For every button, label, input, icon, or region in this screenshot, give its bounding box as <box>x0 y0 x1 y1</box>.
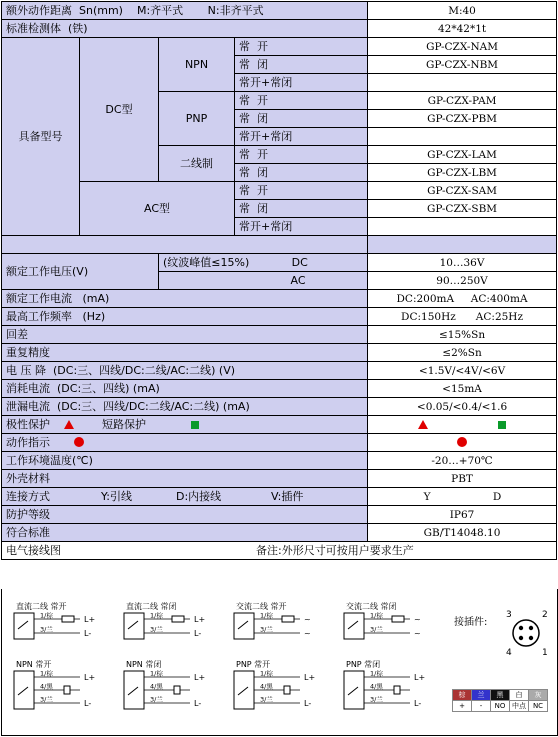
pnp-nonc: 常开+常闭 <box>235 128 368 146</box>
indicator-value <box>368 434 557 452</box>
spacer-row <box>2 236 368 254</box>
pin-number: 1 <box>542 648 548 658</box>
temp-label: 工作环境温度(℃) <box>2 452 368 470</box>
pin-number: 3 <box>506 610 512 620</box>
material-value: PBT <box>368 470 557 488</box>
protect-label: 极性保护 短路保护 <box>2 416 368 434</box>
legend-pin: + <box>453 701 472 712</box>
npn-nonc: 常开+常闭 <box>235 74 368 92</box>
wire-label: 4/黑 <box>150 682 163 691</box>
wire-label: 1/棕 <box>150 669 163 678</box>
wiring-diagram-4 <box>10 659 114 715</box>
wiring-schematic <box>230 669 334 713</box>
wiring-diagrams <box>1 589 558 736</box>
hysteresis-value: ≤15%Sn <box>368 326 557 344</box>
indicator-label: 动作指示 <box>2 434 368 452</box>
terminal-label: L- <box>414 699 422 708</box>
wire-label: 3/兰 <box>40 695 53 704</box>
leak-label: 泄漏电流 (DC:三、四线/DC:二线/AC:二线) (mA) <box>2 398 368 416</box>
legend-pin: NO <box>491 701 510 712</box>
wiring-schematic <box>340 669 444 713</box>
wiring-diagram-title: NPN 常闭 <box>126 660 162 669</box>
terminal-label: L+ <box>304 673 316 682</box>
wiring-diagram-7 <box>340 659 444 715</box>
ac-nonc: 常开+常闭 <box>235 218 368 236</box>
wiring-diagram-3 <box>340 601 444 657</box>
wire-label: 1/棕 <box>370 611 383 620</box>
target-label: 标准检测体 (铁) <box>2 20 368 38</box>
distance-value: M:40 <box>368 2 557 20</box>
conn-value: Y D <box>368 488 557 506</box>
drop-label: 电 压 降 (DC:三、四线/DC:二线/AC:二线) (V) <box>2 362 368 380</box>
wiring-diagram-title: 直流二线 常开 <box>16 602 67 611</box>
wire-label: 1/棕 <box>40 611 53 620</box>
pin-number: 2 <box>542 610 548 620</box>
std-label: 符合标准 <box>2 524 368 542</box>
material-label: 外壳材料 <box>2 470 368 488</box>
wiring-schematic <box>10 669 114 713</box>
ac-no: 常 开 <box>235 182 368 200</box>
legend-color: 灰 <box>529 690 548 701</box>
pnp-nc: 常 闭 <box>235 110 368 128</box>
consumption-label: 消耗电流 (DC:三、四线) (mA) <box>2 380 368 398</box>
terminal-label: L- <box>194 629 202 638</box>
terminal-label: ~ <box>414 629 421 638</box>
code-ac-no: GP-CZX-SAM <box>368 182 557 200</box>
terminal-label: L+ <box>84 673 96 682</box>
wiring-header: 电气接线图 备注:外形尺寸可按用户要求生产 <box>2 542 557 560</box>
repeat-label: 重复精度 <box>2 344 368 362</box>
wire-label: 4/黑 <box>260 682 273 691</box>
wire-label: 3/兰 <box>150 695 163 704</box>
wire-label: 1/棕 <box>40 669 53 678</box>
legend-pin: 中点 <box>510 701 529 712</box>
wiring-schematic <box>120 611 224 655</box>
plug-pin-diagram <box>502 609 552 659</box>
code-pnp-nc: GP-CZX-PBM <box>368 110 557 128</box>
models-label: 具备型号 <box>2 38 80 236</box>
terminal-label: L+ <box>414 673 426 682</box>
wiring-diagram-title: 交流二线 常开 <box>236 602 287 611</box>
wiring-diagram-2 <box>230 601 334 657</box>
freq-value: DC:150Hz AC:25Hz <box>368 308 557 326</box>
ac-type: AC型 <box>80 182 235 236</box>
voltage-dc: (纹波峰值≤15%) DC <box>159 254 368 272</box>
terminal-label: L+ <box>84 615 96 624</box>
wire-label: 1/棕 <box>260 611 273 620</box>
wiring-diagram-title: 直流二线 常闭 <box>126 602 177 611</box>
repeat-value: ≤2%Sn <box>368 344 557 362</box>
wire-label: 4/黑 <box>40 682 53 691</box>
spacer-value <box>368 236 557 254</box>
dc-type: DC型 <box>80 38 159 182</box>
wire-label: 3/兰 <box>370 625 383 634</box>
spec-table <box>1 1 557 560</box>
terminal-label: ~ <box>414 615 421 624</box>
current-value: DC:200mA AC:400mA <box>368 290 557 308</box>
drop-value: <1.5V/<4V/<6V <box>368 362 557 380</box>
short-circuit-square-icon <box>191 421 199 429</box>
code-npn-no: GP-CZX-NAM <box>368 38 557 56</box>
terminal-label: L- <box>304 699 312 708</box>
wiring-diagram-1 <box>120 601 224 657</box>
wire-label: 3/兰 <box>150 625 163 634</box>
legend-color: 棕 <box>453 690 472 701</box>
std-value: GB/T14048.10 <box>368 524 557 542</box>
terminal-label: L- <box>84 699 92 708</box>
wire-label: 1/棕 <box>260 669 273 678</box>
wiring-schematic <box>340 611 444 655</box>
npn-nc: 常 闭 <box>235 56 368 74</box>
legend-pin: NC <box>529 701 548 712</box>
wiring-diagram-title: PNP 常闭 <box>346 660 381 669</box>
terminal-label: L- <box>84 629 92 638</box>
code-ac-nonc <box>368 218 557 236</box>
voltage-ac-value: 90…250V <box>368 272 557 290</box>
wire-label: 4/黑 <box>370 682 383 691</box>
pin-number: 4 <box>506 648 512 658</box>
freq-label: 最高工作频率 (Hz) <box>2 308 368 326</box>
wiring-schematic <box>10 611 114 655</box>
pnp-no: 常 开 <box>235 92 368 110</box>
wire-label: 3/兰 <box>40 625 53 634</box>
short-circuit-square-icon <box>498 421 506 429</box>
wiring-diagram-5 <box>120 659 224 715</box>
target-value: 42*42*1t <box>368 20 557 38</box>
wiring-diagram-6 <box>230 659 334 715</box>
wire-label: 1/棕 <box>370 669 383 678</box>
wiring-schematic <box>230 611 334 655</box>
plug-label: 接插件: <box>454 617 488 628</box>
hysteresis-label: 回差 <box>2 326 368 344</box>
terminal-label: L+ <box>194 615 206 624</box>
wire-label: 3/兰 <box>260 625 273 634</box>
current-label: 额定工作电流 (mA) <box>2 290 368 308</box>
wiring-diagram-title: 交流二线 常闭 <box>346 602 397 611</box>
code-pnp-nonc <box>368 128 557 146</box>
npn-no: 常 开 <box>235 38 368 56</box>
l-no: 常 开 <box>235 146 368 164</box>
legend-color: 兰 <box>472 690 491 701</box>
terminal-label: L+ <box>194 673 206 682</box>
voltage-label: 额定工作电压(V) <box>2 254 159 290</box>
code-pnp-no: GP-CZX-PAM <box>368 92 557 110</box>
ip-value: IP67 <box>368 506 557 524</box>
temp-value: -20…+70℃ <box>368 452 557 470</box>
conn-label: 连接方式 Y:引线 D:内接线 V:插件 <box>2 488 368 506</box>
consumption-value: <15mA <box>368 380 557 398</box>
wire-label: 3/兰 <box>370 695 383 704</box>
code-npn-nc: GP-CZX-NBM <box>368 56 557 74</box>
ac-nc: 常 闭 <box>235 200 368 218</box>
legend-pin: - <box>472 701 491 712</box>
l-nc: 常 闭 <box>235 164 368 182</box>
wiring-diagram-title: NPN 常开 <box>16 660 52 669</box>
indicator-dot-icon <box>74 437 84 447</box>
terminal-label: ~ <box>304 615 311 624</box>
wiring-diagram-0 <box>10 601 114 657</box>
npn-label: NPN <box>159 38 235 92</box>
voltage-ac: AC <box>159 272 368 290</box>
code-ac-nc: GP-CZX-SBM <box>368 200 557 218</box>
polarity-triangle-icon <box>418 420 428 429</box>
voltage-dc-value: 10…36V <box>368 254 557 272</box>
two-wire-label: 二线制 <box>159 146 235 182</box>
distance-label: 额外动作距离 Sn(mm) M:齐平式 N:非齐平式 <box>2 2 368 20</box>
code-l-nc: GP-CZX-LBM <box>368 164 557 182</box>
wiring-schematic <box>120 669 224 713</box>
wire-color-legend <box>452 689 548 712</box>
code-npn-nonc <box>368 74 557 92</box>
indicator-dot-icon <box>457 437 467 447</box>
terminal-label: ~ <box>304 629 311 638</box>
pnp-label: PNP <box>159 92 235 146</box>
protect-value <box>368 416 557 434</box>
ip-label: 防护等级 <box>2 506 368 524</box>
code-l-no: GP-CZX-LAM <box>368 146 557 164</box>
polarity-triangle-icon <box>64 420 74 429</box>
legend-color: 白 <box>510 690 529 701</box>
plug-connector <box>454 609 554 679</box>
terminal-label: L- <box>194 699 202 708</box>
wire-label: 3/兰 <box>260 695 273 704</box>
wire-label: 1/棕 <box>150 611 163 620</box>
wiring-diagram-title: PNP 常开 <box>236 660 271 669</box>
leak-value: <0.05/<0.4/<1.6 <box>368 398 557 416</box>
legend-color: 黑 <box>491 690 510 701</box>
